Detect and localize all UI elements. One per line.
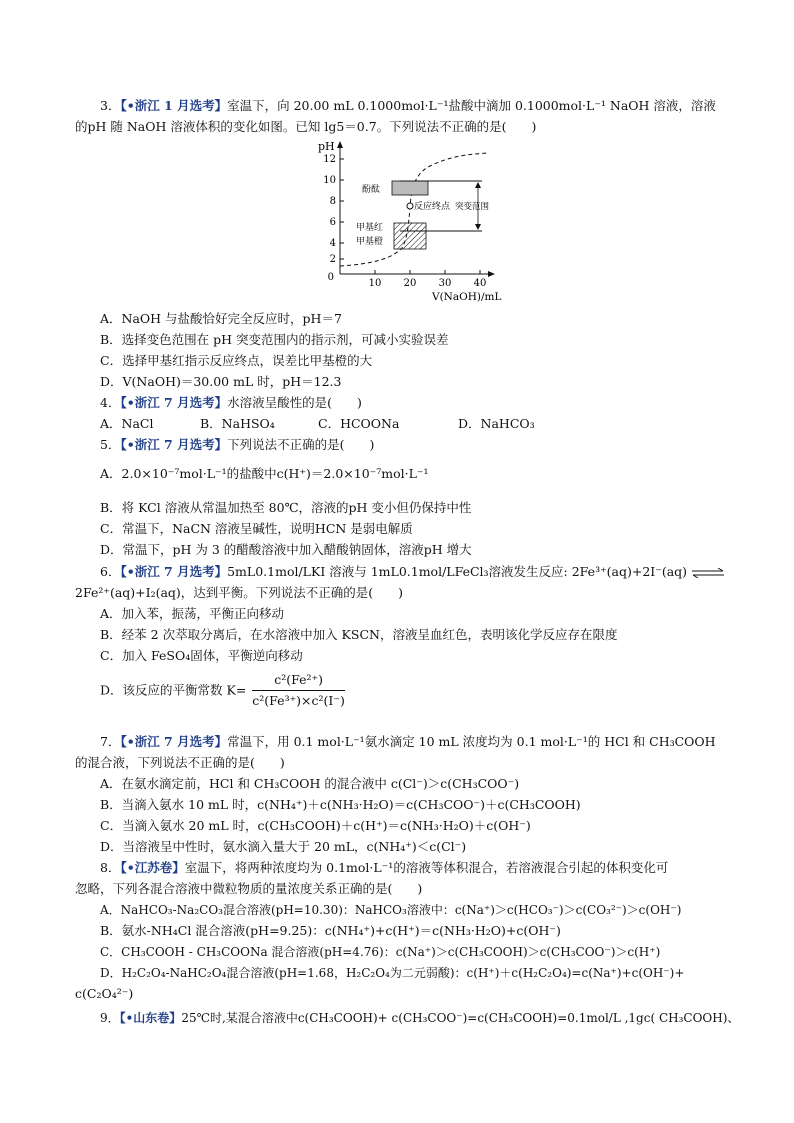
q7-stem-1: 常温下，用 0.1 mol·L⁻¹氨水滴定 10 mL 浓度均为 0.1 mol·L⁻¹的 HCl 和 CH₃COOH xyxy=(227,734,716,749)
q3-option-b: B．选择变色范围在 pH 突变范围内的指示剂，可减小实验误差 xyxy=(100,332,449,347)
q5-stem-line xyxy=(100,435,760,455)
graph-xtick: 40 xyxy=(473,278,487,289)
q8-option-d: D．H₂C₂O₄-NaHC₂O₄混合溶液(pH=1.68，H₂C₂O₄为二元弱酸)：c(H⁺)＋c(H₂C₂O₄)=c(Na⁺)+c(OH⁻)+ xyxy=(100,966,685,980)
q7-option-c: C．当滴入氨水 20 mL 时，c(CH₃COOH)＋c(H⁺)＝c(NH₃·H₂O)＋c(OH⁻) xyxy=(100,818,531,833)
q3-option-c: C．选择甲基红指示反应终点，误差比甲基橙的大 xyxy=(100,353,373,368)
ph-titration-graph xyxy=(310,138,520,308)
q8-line1 xyxy=(100,858,760,878)
q3-stem-1: 室温下，向 20.00 mL 0.1000mol·L⁻¹盐酸中滴加 0.1000mol·L⁻¹ NaOH 溶液，溶液 xyxy=(227,98,716,113)
label-methyl-orange: 甲基橙 xyxy=(356,237,384,247)
q8-option-c: C．CH₃COOH - CH₃COONa 混合溶液(pH=4.76)：c(Na⁺)＞c(CH₃COOH)＞c(CH₃COO⁻)＞c(H⁺) xyxy=(100,945,661,959)
q7-option-b: B．当滴入氨水 10 mL 时，c(NH₄⁺)＋c(NH₃·H₂O)＝c(CH₃COO⁻)＋c(CH₃COOH) xyxy=(100,797,581,812)
q8-stem-1: 室温下，将两种浓度均为 0.1mol·L⁻¹的溶液等体积混合，若溶液混合引起的体积变化可 xyxy=(184,860,669,875)
q5-option-c: C．常温下，NaCN 溶液呈碱性，说明HCN 是弱电解质 xyxy=(100,521,413,536)
q7-option-d: D．当溶液呈中性时，氨水滴入量大于 20 mL，c(NH₄⁺)＜c(Cl⁻) xyxy=(100,839,467,854)
q4-option-c: C．HCOONa xyxy=(318,416,400,431)
q4-source-tag: 【•浙江 7 月选考】 xyxy=(120,395,228,410)
q6-number: 6． xyxy=(100,564,121,579)
q4-stem: 水溶液呈酸性的是( ) xyxy=(227,395,362,410)
graph-ytick: 10 xyxy=(323,175,336,186)
label-jump-range: 突变范围 xyxy=(455,202,490,212)
q6-option-d xyxy=(100,672,760,709)
q3-line1 xyxy=(100,96,760,116)
q8-option-a: A．NaHCO₃-Na₂CO₃混合溶液(pH=10.30)：NaHCO₃溶液中：c(Na⁺)＞c(HCO₃⁻)＞c(CO₃²⁻)＞c(OH⁻) xyxy=(100,903,682,917)
q6-option-c: C．加入 FeSO₄固体，平衡逆向移动 xyxy=(100,648,303,663)
graph-ytick: 12 xyxy=(323,154,336,165)
q4-option-a: A．NaCl xyxy=(100,416,154,431)
fraction-numerator: c²(Fe²⁺) xyxy=(252,672,345,691)
q6-option-d-label: D．该反应的平衡常数 K= xyxy=(100,682,247,698)
q5-number: 5． xyxy=(100,437,121,452)
q4-options xyxy=(100,414,760,434)
fraction-denominator: c²(Fe³⁺)×c²(I⁻) xyxy=(252,693,345,708)
q6-stem-2: 2Fe²⁺(aq)+I₂(aq)，达到平衡。下列说法不正确的是( ) xyxy=(75,585,404,600)
graph-xtick: 20 xyxy=(403,278,417,289)
q4-stem-line xyxy=(100,393,760,413)
q8-source-tag: 【•江苏卷】 xyxy=(120,860,185,875)
q4-option-d: D．NaHCO₃ xyxy=(458,416,535,431)
q6-line1 xyxy=(100,562,760,582)
q8-option-d-cont: c(C₂O₄²⁻) xyxy=(75,986,134,1001)
q4-number: 4． xyxy=(100,395,121,410)
q5-stem: 下列说法不正确的是( ) xyxy=(227,437,375,452)
q9-number: 9． xyxy=(100,1011,120,1025)
q7-line1 xyxy=(100,732,760,752)
q3-source-tag: 【•浙江 1 月选考】 xyxy=(120,98,228,113)
graph-xtick: 10 xyxy=(368,278,382,289)
q9-source-tag: 【•山东卷】 xyxy=(119,1011,182,1025)
graph-ytick: 4 xyxy=(329,238,336,249)
q8-number: 8． xyxy=(100,860,121,875)
q7-number: 7． xyxy=(100,734,121,749)
equilibrium-constant-fraction xyxy=(252,672,345,709)
q5-option-b: B．将 KCl 溶液从常温加热至 80℃，溶液的pH 变小但仍保持中性 xyxy=(100,500,472,515)
q5-option-a: A．2.0×10⁻⁷mol·L⁻¹的盐酸中c(H⁺)＝2.0×10⁻⁷mol·L⁻¹ xyxy=(100,466,429,481)
q3-stem-2: 的pH 随 NaOH 溶液体积的变化如图。已知 lg5＝0.7。下列说法不正确的是( ) xyxy=(75,119,537,134)
label-phenolphthalein: 酚酞 xyxy=(362,185,381,195)
q7-stem-2: 的混合液，下列说法不正确的是( ) xyxy=(75,755,285,770)
label-methyl-red: 甲基红 xyxy=(356,223,384,233)
graph-ytick: 2 xyxy=(329,254,336,265)
q8-option-b: B．氨水-NH₄Cl 混合溶液(pH=9.25)：c(NH₄⁺)+c(H⁺)＝c(NH₃·H₂O)+c(OH⁻) xyxy=(100,923,561,938)
label-endpoint: 反应终点 xyxy=(414,202,451,212)
q3-option-a: A．NaOH 与盐酸恰好完全反应时，pH＝7 xyxy=(100,311,342,326)
q3-option-d: D．V(NaOH)＝30.00 mL 时，pH＝12.3 xyxy=(100,374,342,389)
q4-option-b: B．NaHSO₄ xyxy=(200,416,275,431)
q7-source-tag: 【•浙江 7 月选考】 xyxy=(120,734,228,749)
graph-x-axis-label: V(NaOH)/mL xyxy=(432,291,502,303)
graph-ytick: 0 xyxy=(327,272,334,283)
q9-stem: 25℃时,某混合溶液中c(CH₃COOH)+ c(CH₃COO⁻)=c(CH₃COOH)=0.1mol/L ,1gc( CH₃COOH)、 xyxy=(181,1011,740,1025)
q6-stem-1: 5mL0.1mol/LKI 溶液与 1mL0.1mol/LFeCl₃溶液发生反应: 2Fe³⁺(aq)+2I⁻(aq) xyxy=(227,564,688,579)
graph-y-axis-label: pH xyxy=(318,140,335,153)
graph-ytick: 8 xyxy=(329,196,336,207)
graph-ytick: 6 xyxy=(329,217,336,228)
q3-number: 3． xyxy=(100,98,121,113)
q6-option-b: B．经苯 2 次萃取分离后，在水溶液中加入 KSCN，溶液呈血红色，表明该化学反应存在限度 xyxy=(100,627,618,642)
equilibrium-arrow-icon xyxy=(691,568,725,578)
q5-source-tag: 【•浙江 7 月选考】 xyxy=(120,437,228,452)
q5-option-d: D．常温下，pH 为 3 的醋酸溶液中加入醋酸钠固体，溶液pH 增大 xyxy=(100,542,472,557)
q6-option-a: A．加入苯，振荡，平衡正向移动 xyxy=(100,606,285,621)
graph-xtick: 30 xyxy=(438,278,452,289)
q7-option-a: A．在氨水滴定前，HCl 和 CH₃COOH 的混合液中 c(Cl⁻)＞c(CH₃COO⁻) xyxy=(100,776,520,791)
q6-source-tag: 【•浙江 7 月选考】 xyxy=(120,564,228,579)
q9-line1 xyxy=(100,1008,760,1028)
q8-stem-2: 忽略，下列各混合溶液中微粒物质的量浓度关系正确的是( ) xyxy=(75,881,423,896)
